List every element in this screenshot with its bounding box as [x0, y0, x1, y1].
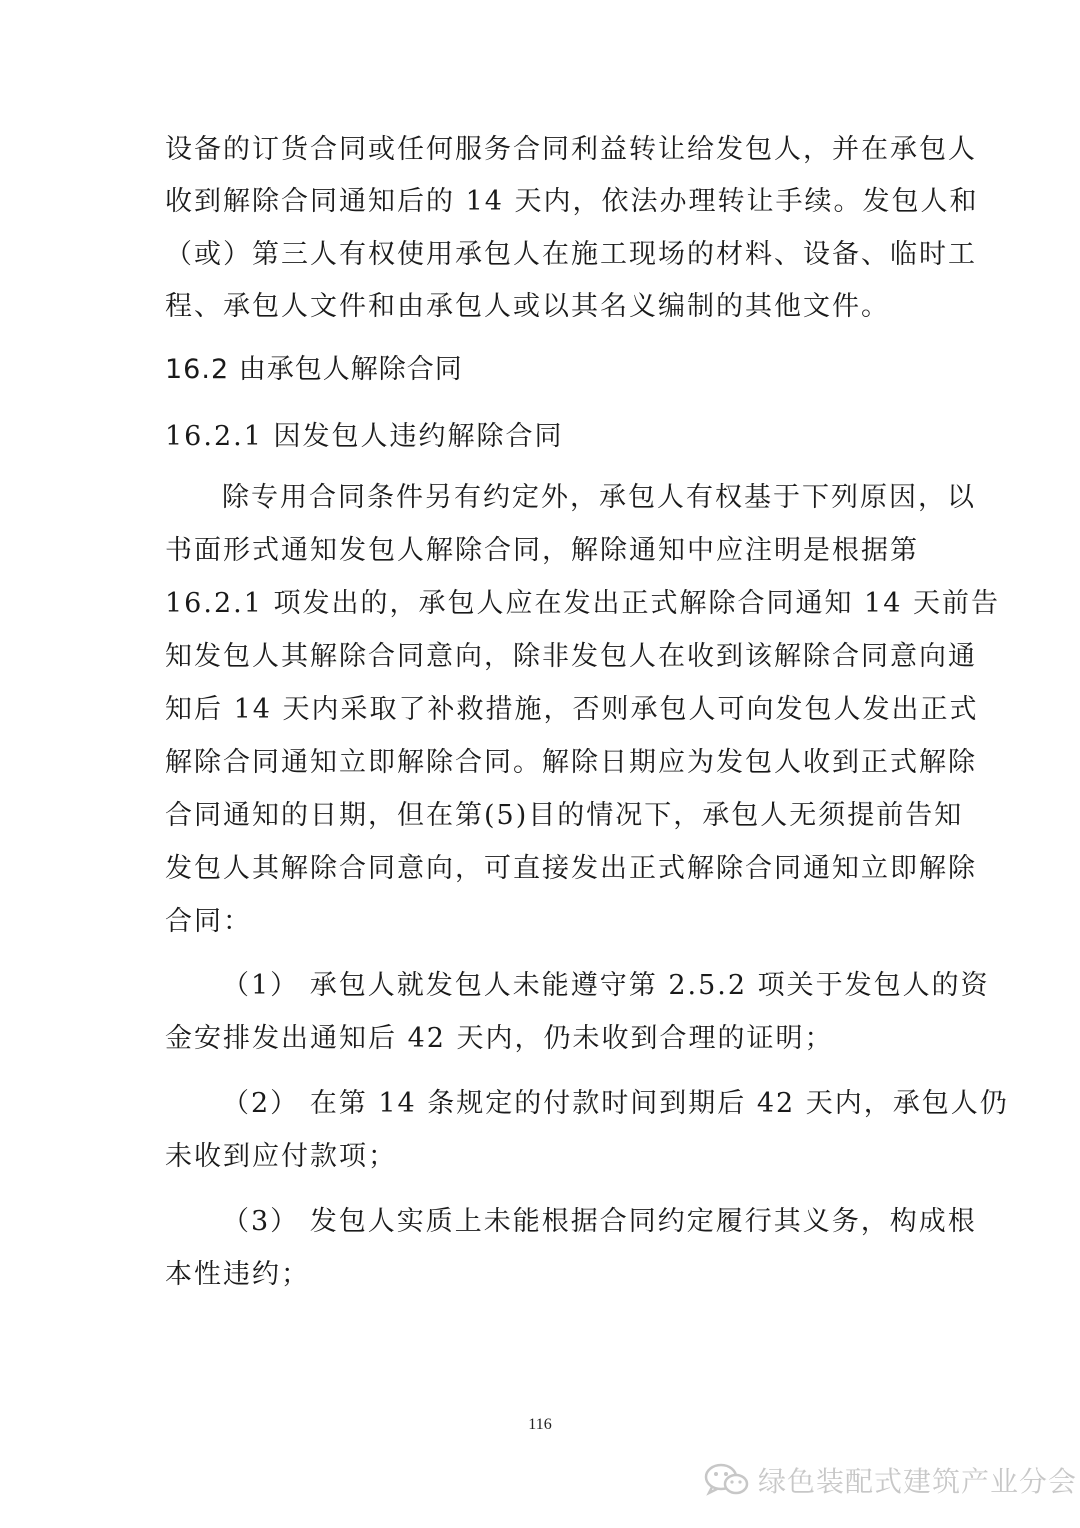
paragraph-line: 发包人其解除合同意向，可直接发出正式解除合同通知立即解除 [165, 853, 977, 884]
section-heading: 16.2 由承包人解除合同 [165, 354, 463, 385]
paragraph-line: 除专用合同条件另有约定外，承包人有权基于下列原因，以 [222, 482, 976, 513]
text-line: 程、承包人文件和由承包人或以其名义编制的其他文件。 [165, 291, 890, 322]
paragraph-line: 解除合同通知立即解除合同。解除日期应为发包人收到正式解除 [165, 747, 977, 778]
paragraph-line: 16.2.1 项发出的，承包人应在发出正式解除合同通知 14 天前告 [165, 588, 1000, 619]
paragraph-line: 书面形式通知发包人解除合同，解除通知中应注明是根据第 [165, 535, 919, 566]
text-line: 收到解除合同通知后的 14 天内，依法办理转让手续。发包人和 [165, 186, 979, 217]
wechat-icon [704, 1462, 750, 1498]
list-item-rest-line: 未收到应付款项； [165, 1141, 397, 1172]
paragraph-line: 合同： [165, 906, 252, 937]
paragraph-line: 知后 14 天内采取了补救措施，否则承包人可向发包人发出正式 [165, 694, 979, 725]
text-line: 设备的订货合同或任何服务合同利益转让给发包人，并在承包人 [165, 134, 977, 165]
text-line: （或）第三人有权使用承包人在施工现场的材料、设备、临时工 [165, 239, 977, 270]
list-item-rest-line: 金安排发出通知后 42 天内，仍未收到合理的证明； [165, 1023, 834, 1054]
subsection-heading: 16.2.1 因发包人违约解除合同 [165, 421, 564, 452]
list-item-first-line: （2） 在第 14 条规定的付款时间到期后 42 天内，承包人仍 [222, 1088, 1009, 1119]
list-item-first-line: （3） 发包人实质上未能根据合同约定履行其义务，构成根 [222, 1206, 977, 1237]
paragraph-line: 知发包人其解除合同意向，除非发包人在收到该解除合同意向通 [165, 641, 977, 672]
paragraph-line: 合同通知的日期，但在第(5)目的情况下，承包人无须提前告知 [165, 800, 964, 831]
list-item-first-line: （1） 承包人就发包人未能遵守第 2.5.2 项关于发包人的资 [222, 970, 990, 1001]
watermark-text: 绿色装配式建筑产业分会 [758, 1465, 1078, 1498]
page-number: 116 [528, 1416, 552, 1433]
list-item-rest-line: 本性违约； [165, 1259, 310, 1290]
watermark [704, 1460, 1077, 1500]
